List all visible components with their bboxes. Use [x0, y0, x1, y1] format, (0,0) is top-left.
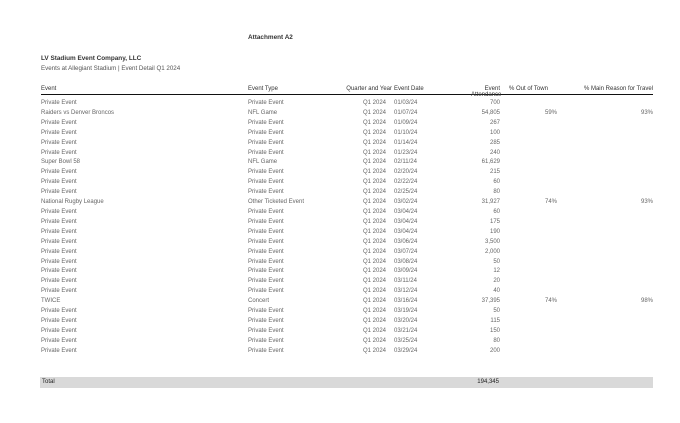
cell-event-type: Private Event: [248, 327, 284, 334]
table-row: [41, 307, 653, 317]
cell-event: Private Event: [41, 288, 77, 295]
cell-attendance: 267: [489, 119, 500, 126]
cell-attendance: 80: [493, 337, 500, 344]
cell-event-type: Private Event: [248, 218, 284, 225]
cell-event: National Rugby League: [41, 199, 104, 206]
cell-quarter-year: Q1 2024: [362, 159, 386, 166]
cell-event: Private Event: [41, 139, 77, 146]
cell-event-date: 02/20/24: [394, 169, 418, 176]
cell-quarter-year: Q1 2024: [362, 179, 386, 186]
cell-event: Private Event: [41, 317, 77, 324]
cell-event-date: 01/03/24: [394, 100, 418, 106]
cell-attendance: 175: [489, 218, 500, 225]
cell-event-type: Private Event: [248, 139, 284, 146]
table-row: [41, 99, 653, 109]
table-row: [41, 297, 653, 307]
cell-event-date: 03/07/24: [394, 248, 418, 255]
cell-event-date: 03/21/24: [394, 327, 418, 334]
cell-quarter-year: Q1 2024: [362, 258, 386, 265]
cell-attendance: 60: [493, 179, 500, 186]
cell-attendance: 61,629: [481, 159, 500, 166]
event-table: [41, 85, 653, 353]
cell-event-date: 03/04/24: [394, 208, 418, 215]
cell-event-date: 03/04/24: [394, 228, 418, 235]
table-row: [41, 327, 653, 337]
report-subtitle: Events at Allegiant Stadium | Event Detail Q1 2024: [41, 65, 181, 72]
total-label: Total: [42, 379, 55, 385]
cell-out-of-town: 74%: [544, 199, 557, 206]
cell-quarter-year: Q1 2024: [362, 317, 386, 324]
cell-attendance: 3,500: [484, 238, 500, 245]
cell-quarter-year: Q1 2024: [362, 288, 386, 295]
cell-attendance: 31,927: [481, 199, 500, 206]
table-row: [41, 188, 653, 198]
cell-event: Raiders vs Denver Broncos: [41, 109, 115, 116]
cell-event-date: 01/23/24: [394, 149, 418, 156]
cell-event: Private Event: [41, 100, 77, 106]
cell-attendance: 700: [489, 100, 500, 106]
cell-quarter-year: Q1 2024: [362, 100, 386, 106]
cell-event-date: 02/11/24: [394, 159, 417, 166]
header-event-type: Event Type: [248, 86, 278, 92]
cell-event: Private Event: [41, 347, 77, 354]
cell-quarter-year: Q1 2024: [362, 308, 386, 315]
cell-quarter-year: Q1 2024: [362, 129, 386, 136]
cell-attendance: 190: [489, 228, 500, 235]
cell-attendance: 12: [493, 268, 500, 275]
cell-main-reason: 93%: [640, 109, 653, 116]
table-row: [41, 277, 653, 287]
cell-event-type: Private Event: [248, 288, 284, 295]
cell-quarter-year: Q1 2024: [362, 119, 386, 126]
cell-event-type: Private Event: [248, 179, 284, 186]
cell-event-type: Private Event: [248, 189, 284, 196]
cell-attendance: 150: [489, 327, 500, 334]
cell-quarter-year: Q1 2024: [362, 278, 386, 285]
cell-quarter-year: Q1 2024: [362, 208, 386, 215]
cell-event-date: 01/07/24: [394, 109, 418, 116]
cell-event-date: 03/06/24: [394, 238, 418, 245]
cell-quarter-year: Q1 2024: [362, 139, 386, 146]
cell-event-type: Private Event: [248, 100, 284, 106]
cell-quarter-year: Q1 2024: [362, 337, 386, 344]
table-row: [41, 317, 653, 327]
cell-quarter-year: Q1 2024: [362, 169, 386, 176]
cell-event: Private Event: [41, 119, 77, 126]
cell-event-type: Private Event: [248, 258, 284, 265]
cell-quarter-year: Q1 2024: [362, 109, 386, 116]
cell-event-type: Private Event: [248, 149, 284, 156]
header-event-date: Event Date: [394, 86, 424, 92]
cell-event: Private Event: [41, 327, 77, 334]
cell-quarter-year: Q1 2024: [362, 228, 386, 235]
cell-event: Private Event: [41, 278, 77, 285]
cell-attendance: 285: [489, 139, 500, 146]
cell-event: Private Event: [41, 208, 77, 215]
table-row: [41, 337, 653, 347]
table-row: [41, 158, 653, 168]
table-body: [41, 99, 653, 357]
cell-event: Private Event: [41, 337, 77, 344]
cell-event-date: 01/14/24: [394, 139, 418, 146]
cell-main-reason: 93%: [640, 199, 653, 206]
cell-event-date: 03/08/24: [394, 258, 418, 265]
cell-attendance: 20: [493, 278, 500, 285]
cell-event-date: 02/22/24: [394, 179, 418, 186]
cell-event: Private Event: [41, 228, 77, 235]
cell-event-type: Concert: [248, 298, 270, 305]
cell-quarter-year: Q1 2024: [362, 218, 386, 225]
header-main-reason: % Main Reason for Travel: [583, 86, 653, 92]
cell-event-date: 01/10/24: [394, 129, 418, 136]
cell-event: Private Event: [41, 169, 77, 176]
cell-event-type: Private Event: [248, 337, 284, 344]
cell-quarter-year: Q1 2024: [362, 327, 386, 334]
cell-event-date: 03/20/24: [394, 317, 418, 324]
table-row: [41, 129, 653, 139]
cell-event: TWICE: [41, 298, 61, 305]
cell-event-type: Private Event: [248, 308, 284, 315]
cell-attendance: 40: [493, 288, 500, 295]
cell-event-date: 03/11/24: [394, 278, 417, 285]
cell-attendance: 215: [489, 169, 500, 176]
cell-event: Private Event: [41, 149, 77, 156]
cell-event: Private Event: [41, 248, 77, 255]
cell-event: Private Event: [41, 179, 77, 186]
cell-event-date: 01/09/24: [394, 119, 418, 126]
header-attendance: Event Attendance: [471, 86, 502, 98]
cell-event-type: Private Event: [248, 317, 284, 324]
header-out-of-town: % Out of Town: [509, 86, 548, 92]
cell-event: Private Event: [41, 268, 77, 275]
cell-event: Private Event: [41, 258, 77, 265]
cell-attendance: 115: [490, 317, 500, 324]
cell-attendance: 60: [493, 208, 500, 215]
cell-event-type: NFL Game: [248, 109, 278, 116]
cell-out-of-town: 74%: [544, 298, 557, 305]
table-row: [41, 228, 653, 238]
cell-event: Super Bowl 58: [41, 159, 81, 166]
company-name: LV Stadium Event Company, LLC: [41, 55, 142, 62]
table-row: [41, 119, 653, 129]
cell-event-date: 03/02/24: [394, 199, 418, 206]
cell-event-type: Private Event: [248, 278, 284, 285]
cell-event-date: 03/16/24: [394, 298, 418, 305]
cell-quarter-year: Q1 2024: [362, 149, 386, 156]
cell-event-type: NFL Game: [248, 159, 278, 166]
cell-event-type: Private Event: [248, 268, 284, 275]
cell-quarter-year: Q1 2024: [362, 238, 386, 245]
cell-event: Private Event: [41, 238, 77, 245]
table-row: [41, 208, 653, 218]
cell-main-reason: 98%: [640, 298, 653, 305]
cell-out-of-town: 59%: [544, 109, 557, 116]
cell-event: Private Event: [41, 129, 77, 136]
cell-event-type: Private Event: [248, 129, 284, 136]
cell-attendance: 2,000: [484, 248, 500, 255]
table-row: [41, 168, 653, 178]
cell-quarter-year: Q1 2024: [362, 199, 386, 206]
table-row: [41, 238, 653, 248]
cell-event: Private Event: [41, 308, 77, 315]
cell-event-date: 03/12/24: [394, 288, 418, 295]
cell-quarter-year: Q1 2024: [362, 268, 386, 275]
table-row: [41, 267, 653, 277]
cell-attendance: 100: [489, 129, 500, 136]
cell-event-date: 03/09/24: [394, 268, 418, 275]
cell-attendance: 50: [493, 308, 500, 315]
cell-event-type: Private Event: [248, 119, 284, 126]
header-quarter-year: Quarter and Year: [346, 86, 392, 92]
cell-event-date: 03/25/24: [394, 337, 418, 344]
attachment-label: Attachment A2: [248, 34, 293, 41]
cell-event-type: Private Event: [248, 238, 284, 245]
table-row: [41, 139, 653, 149]
cell-attendance: 200: [489, 347, 500, 354]
cell-event-date: 03/04/24: [394, 218, 418, 225]
table-row: [41, 287, 653, 297]
table-row: [41, 178, 653, 188]
cell-quarter-year: Q1 2024: [362, 248, 386, 255]
cell-attendance: 240: [489, 149, 500, 156]
table-row: [41, 109, 653, 119]
cell-event-date: 03/19/24: [394, 308, 418, 315]
total-row: [40, 377, 653, 388]
cell-attendance: 50: [493, 258, 500, 265]
cell-event-type: Private Event: [248, 208, 284, 215]
cell-event-type: Other Ticketed Event: [248, 199, 305, 206]
table-row: [41, 198, 653, 208]
cell-quarter-year: Q1 2024: [362, 189, 386, 196]
cell-quarter-year: Q1 2024: [362, 298, 386, 305]
cell-event-type: Private Event: [248, 347, 284, 354]
table-row: [41, 347, 653, 357]
cell-event-date: 02/25/24: [394, 189, 418, 196]
table-header: [41, 85, 653, 98]
cell-attendance: 80: [493, 189, 500, 196]
cell-attendance: 54,805: [481, 109, 500, 116]
cell-event-type: Private Event: [248, 228, 284, 235]
table-row: [41, 149, 653, 159]
header-event: Event: [41, 86, 57, 92]
table-row: [41, 248, 653, 258]
total-attendance: 194,345: [477, 379, 499, 385]
cell-event: Private Event: [41, 189, 77, 196]
cell-attendance: 37,395: [481, 298, 500, 305]
cell-event-type: Private Event: [248, 169, 284, 176]
table-row: [41, 218, 653, 228]
cell-quarter-year: Q1 2024: [362, 347, 386, 354]
cell-event-type: Private Event: [248, 248, 284, 255]
cell-event: Private Event: [41, 218, 77, 225]
table-row: [41, 258, 653, 268]
cell-event-date: 03/29/24: [394, 347, 418, 354]
